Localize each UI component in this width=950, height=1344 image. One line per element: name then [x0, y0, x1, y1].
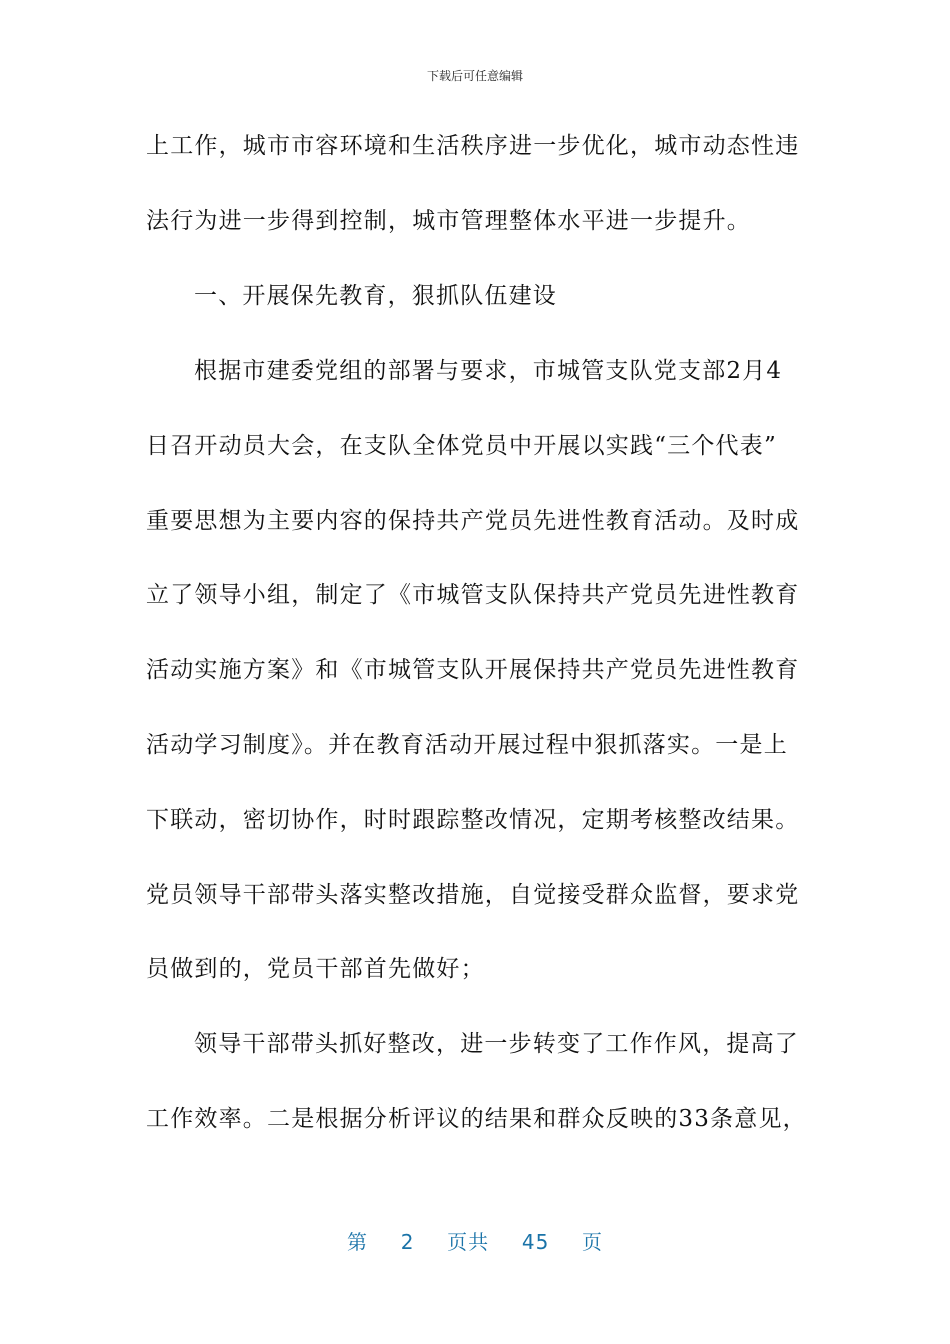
page-middle: 页共 [447, 1230, 490, 1254]
section-heading: 一、开展保先教育，狠抓队伍建设 [194, 283, 557, 309]
text-line: 根据市建委党组的部署与要求，市城管支队党支部2月4 [194, 358, 783, 384]
text-line: 员做到的，党员干部首先做好； [146, 956, 485, 982]
page-prefix: 第 [346, 1230, 368, 1254]
text-line: 日召开动员大会，在支队全体党员中开展以实践“三个代表” [146, 433, 777, 459]
page-current: 2 [400, 1230, 415, 1254]
text-line: 活动学习制度》。并在教育活动开展过程中狠抓落实。一是上 [146, 732, 788, 758]
page-suffix: 页 [582, 1230, 604, 1254]
page-total: 45 [521, 1230, 550, 1254]
text-line: 下联动，密切协作，时时跟踪整改情况，定期考核整改结果。 [146, 807, 800, 833]
page-footer [0, 1226, 950, 1255]
text-line: 工作效率。二是根据分析评议的结果和群众反映的33条意见， [146, 1106, 807, 1132]
text-line: 立了领导小组，制定了《市城管支队保持共产党员先进性教育 [146, 582, 800, 608]
text-line: 重要思想为主要内容的保持共产党员先进性教育活动。及时成 [146, 508, 800, 534]
text-line: 法行为进一步得到控制，城市管理整体水平进一步提升。 [146, 208, 751, 234]
text-line: 活动实施方案》和《市城管支队开展保持共产党员先进性教育 [146, 657, 800, 683]
text-line: 上工作，城市市容环境和生活秩序进一步优化，城市动态性违 [146, 133, 800, 159]
header-note: 下载后可任意编辑 [426, 69, 523, 83]
text-line: 领导干部带头抓好整改，进一步转变了工作作风，提高了 [194, 1031, 799, 1057]
text-line: 党员领导干部带头落实整改措施，自觉接受群众监督，要求党 [146, 882, 800, 908]
